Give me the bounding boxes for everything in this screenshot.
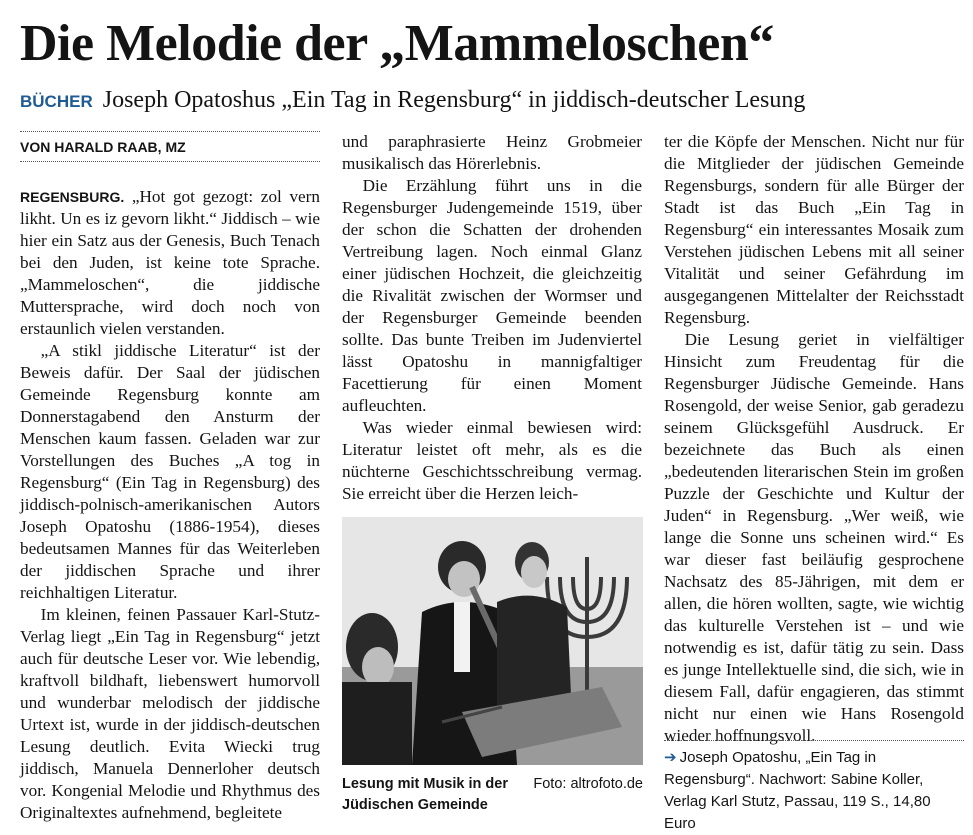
book-info-text: Joseph Opatoshu, „Ein Tag in Regensburg“. Nachwort: Sabine Koller, Verlag Karl Stutz, Passau, 119 S., 14,80 Euro bbox=[664, 749, 931, 832]
paragraph: Im kleinen, feinen Passauer Karl-Stutz-Verlag liegt „Ein Tag in Regensburg“ jetzt auch für deutsche Leser vor. Wie lebendig, kraftvoll bildhaft, liebenswert humorvoll und wunderbar melodisch der jiddische Urtext ist, wurde in der jiddisch-deutschen Lesung deutlich. Evita Wiecki trug jiddisch, Manuela Dennerloher deutsch vor. Kongenial Melodie und Rhythmus des Originaltextes aufnehmend, begleitete bbox=[20, 605, 320, 822]
subheadline-text: Joseph Opatoshus „Ein Tag in Regensburg“ in jiddisch-deutscher Lesung bbox=[102, 87, 806, 113]
photo-caption bbox=[342, 774, 643, 816]
headline: Die Melodie der „Mammeloschen“ bbox=[20, 15, 774, 72]
article-column-1 bbox=[20, 131, 320, 824]
article-column-3 bbox=[664, 131, 964, 747]
divider bbox=[664, 740, 964, 741]
dateline: REGENSBURG. bbox=[20, 189, 125, 205]
photo-credit: Foto: altrofoto.de bbox=[533, 776, 643, 792]
arrow-right-icon: ➔ bbox=[664, 749, 677, 766]
paragraph: ter die Köpfe der Menschen. Nicht nur für die Mitglieder der jüdischen Gemeinde Regensburgs, sondern für alle Bürger der Stadt ist das Buch „Ein Tag in Regensburg“ ein interessantes Mosaik zum Verstehen jüdischen Lebens mit all seiner Vitalität und seiner Gefährdung im ausgegangenen Mittelalter der Reichsstadt Regensburg. bbox=[664, 132, 964, 327]
subheadline bbox=[20, 85, 960, 117]
section-kicker: BÜCHER bbox=[20, 92, 93, 111]
paragraph: und paraphrasierte Heinz Grobmeier musikalisch das Hörerlebnis. bbox=[342, 132, 642, 173]
article-column-2 bbox=[342, 131, 642, 505]
paragraph: Die Lesung geriet in vielfältiger Hinsicht zum Freudentag für die Regensburger Jüdische Gemeinde. Hans Rosengold, der weise Senior, gab geradezu seinem Glücksgefühl Ausdruck. Er bezeichnete das Buch als einen „bedeutenden literarischen Stein im großen Puzzle der Geschichte und Kultur der Juden“ in Regensburg. „Wer weiß, wie lange die Sonne uns scheinen wird.“ Es war dieser fast beiläufig gesprochene Nachsatz des 85-Jährigen, mit dem er allen, die hören wollten, sagte, wie wichtig das kulturelle Verstehen ist – und wie notwendig es ist, dafür tätig zu sein. Dass es junge Intellektuelle sind, die sich, wie in diesem Fall, dafür engagieren, das stimmt nicht nur einen wie Hans Rosengold wieder hoffnungsvoll. bbox=[664, 330, 964, 745]
photo-caption-text: Lesung mit Musik in der Jüdischen Gemeinde bbox=[342, 776, 508, 813]
paragraph: Was wieder einmal bewiesen wird: Literatur leistet oft mehr, als es die nüchterne Geschichtsschreibung vermag. Sie erreicht über die Herzen leich- bbox=[342, 418, 642, 503]
byline: VON HARALD RAAB, MZ bbox=[20, 139, 186, 155]
book-info bbox=[664, 740, 964, 835]
paragraph bbox=[20, 186, 320, 340]
article-photo bbox=[342, 517, 643, 765]
paragraph: Die Erzählung führt uns in die Regensburger Judengemeinde 1519, über der schon die Schatten der drohenden Vertreibung lagen. Noch einmal Glanz einer jüdischen Hochzeit, die gleichzeitig die Rivalität zwischen der Wormser und der Regensburger Gemeinde beenden sollte. Das bunte Treiben im Judenviertel lässt Opatoshu in mannigfaltiger Facettierung für einen Moment aufleuchten. bbox=[342, 176, 642, 415]
paragraph: „A stikl jiddische Literatur“ ist der Beweis dafür. Der Saal der jüdischen Gemeinde Regensburg konnte am Donnerstagabend den Ansturm der Menschen kaum fassen. Geladen war zur Vorstellungen des Buches „A tog in Regensburg“ (Ein Tag in Regensburg) des jiddisch-polnisch-amerikanischen Autors Joseph Opatoshu (1886-1954), dieses bedeutsamen Mannes für das Weiterleben der jiddischen Sprache und ihrer reichhaltigen Literatur. bbox=[20, 341, 320, 602]
divider bbox=[20, 131, 320, 132]
paragraph-text: „Hot got gezogt: zol vern likht. Un es iz gevorn likht.“ Jiddisch – wie hier ein Satz aus der Genesis, Buch Tenach bei den Juden, ist keine tote Sprache. „Mammeloschen“, die jiddische Muttersprache, wird doch noch von erstaunlich vielen verstanden. bbox=[20, 187, 321, 338]
